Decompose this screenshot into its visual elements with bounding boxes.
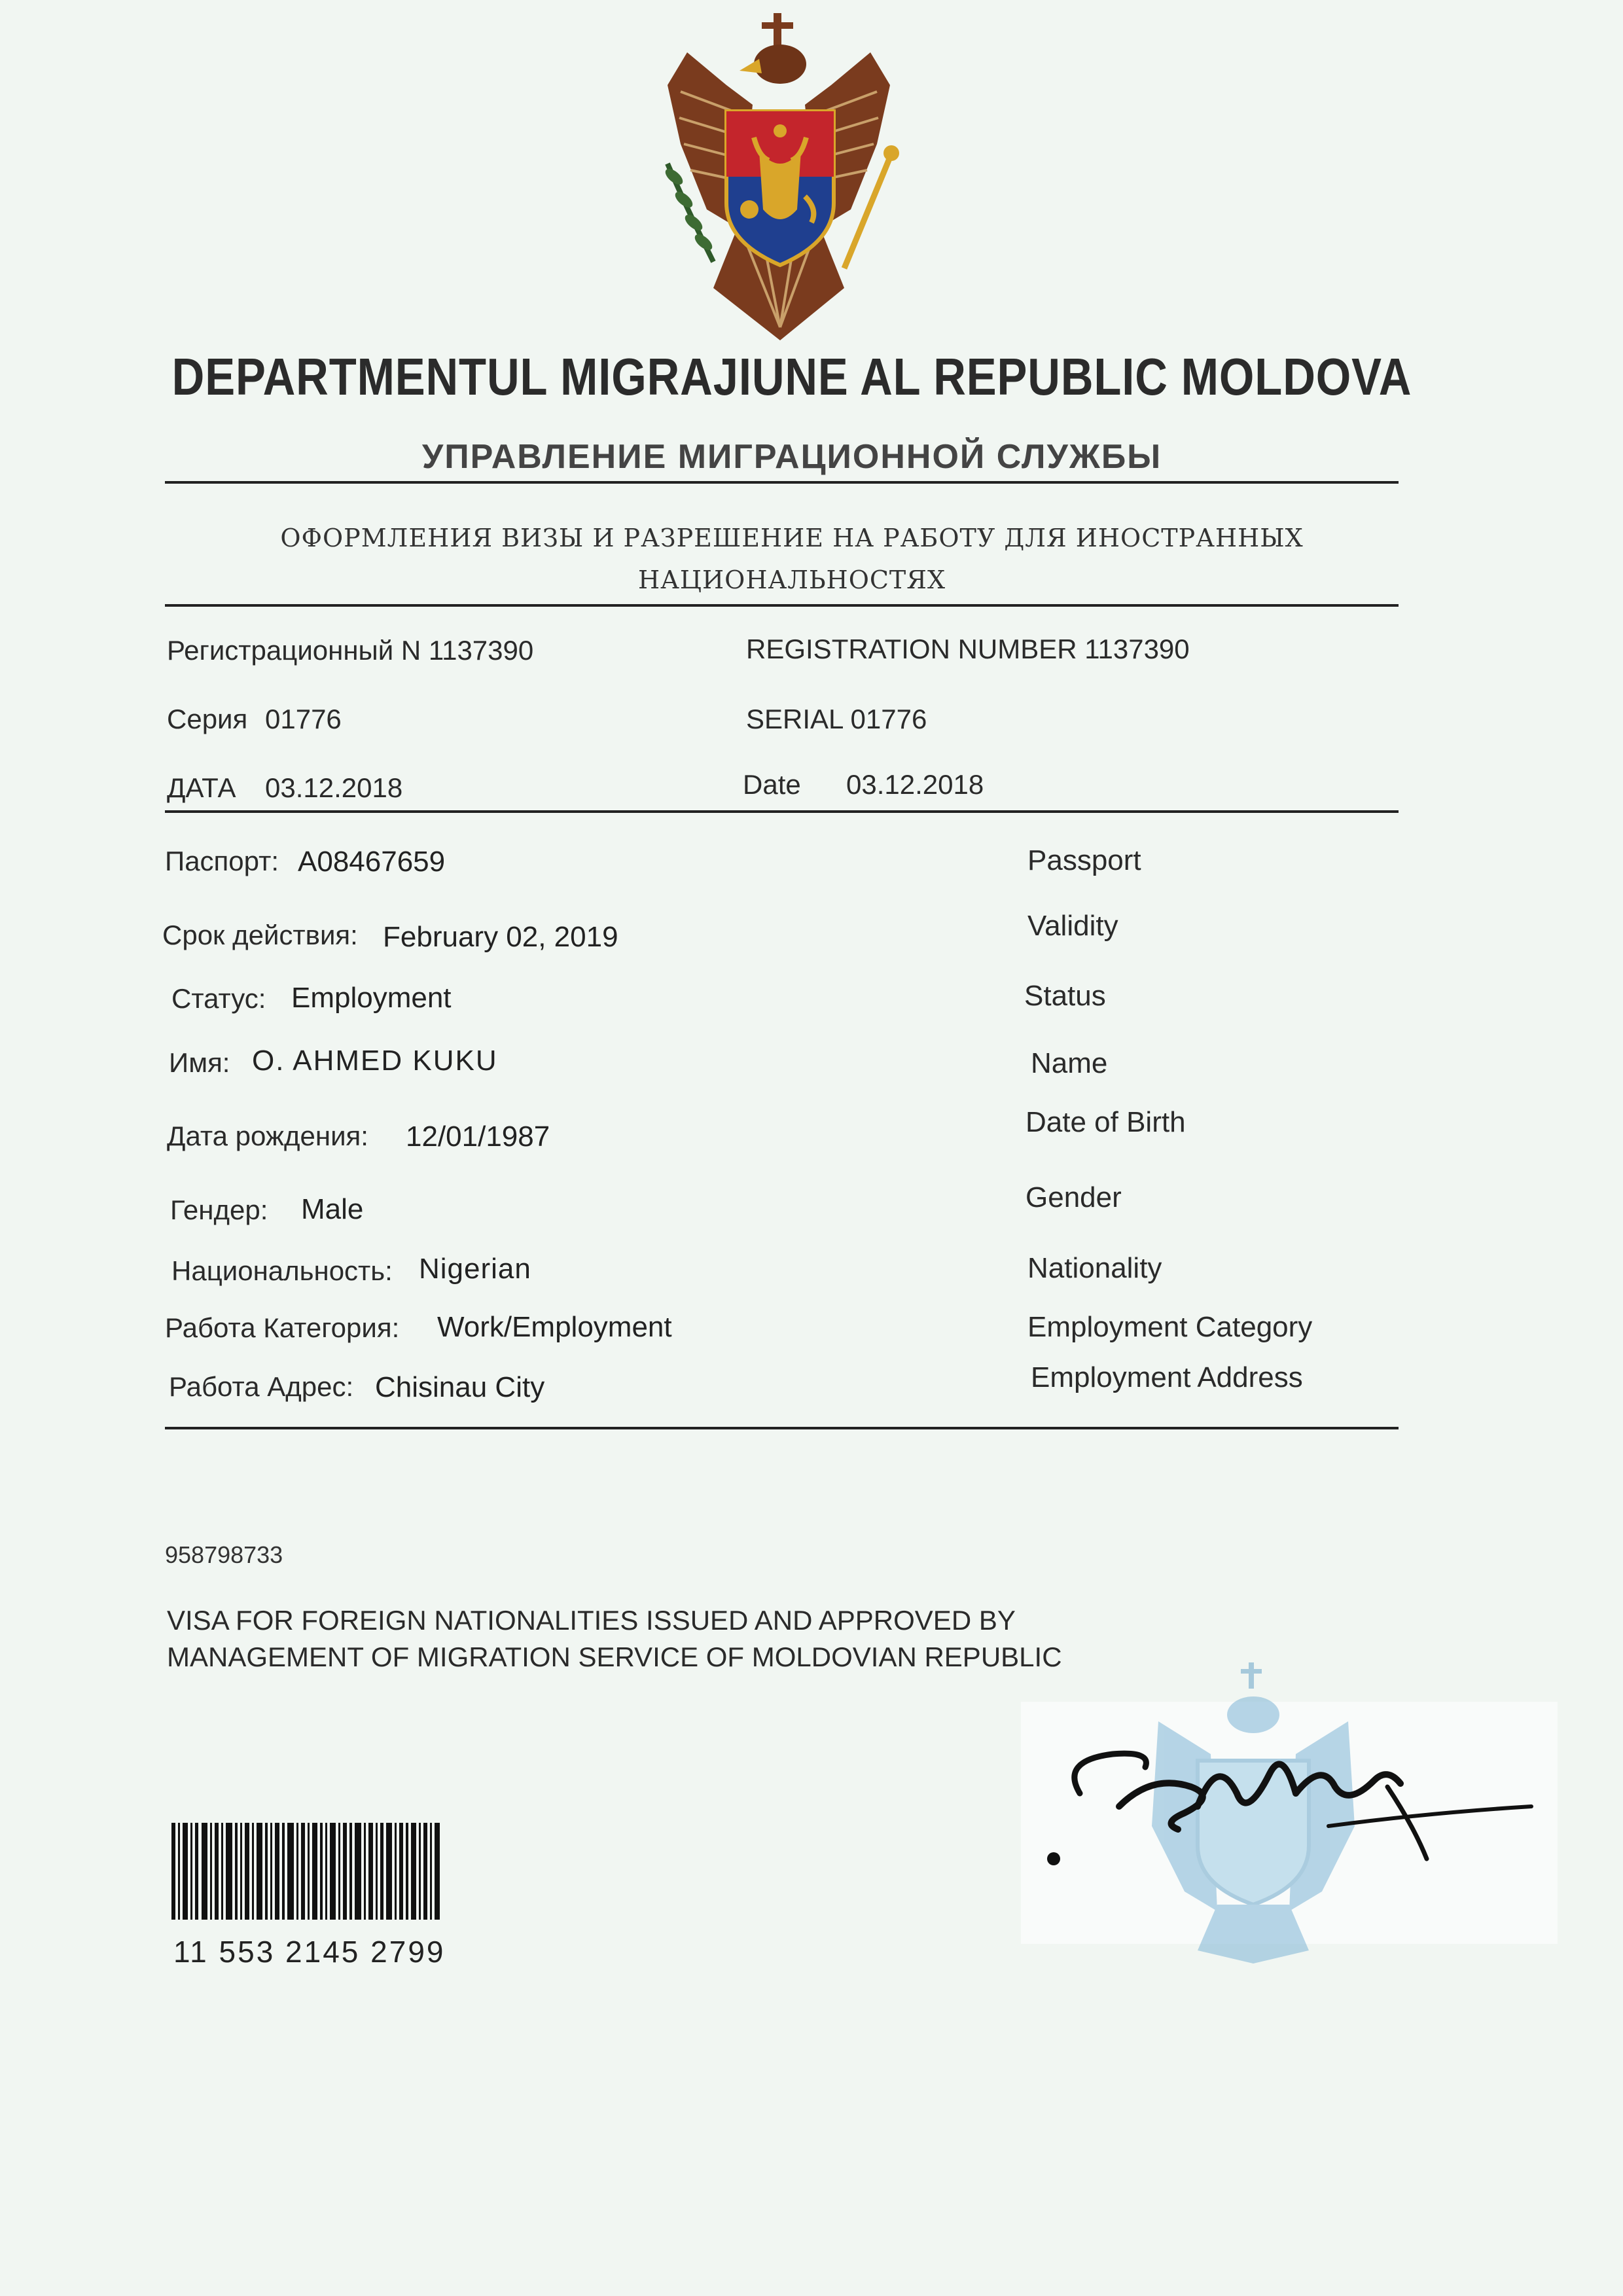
gender-value: Male [301, 1193, 364, 1225]
employment-category-value: Work/Employment [437, 1311, 672, 1343]
dob-value: 12/01/1987 [406, 1121, 550, 1153]
validity-label-ru: Срок действия: [162, 920, 358, 950]
gender-label-ru: Гендер: [170, 1194, 268, 1225]
serial-value-ru: 01776 [265, 704, 342, 734]
date-value-ru: 03.12.2018 [265, 772, 403, 803]
divider [165, 604, 1399, 607]
status-value: Employment [291, 982, 452, 1014]
registration-number-ru: Регистрационный N 1137390 [167, 635, 534, 666]
employment-address-label-ru: Работа Адрес: [169, 1371, 354, 1402]
divider [165, 481, 1399, 484]
serial-label-ru: Серия [167, 704, 248, 734]
passport-label-ru: Паспорт: [165, 846, 279, 876]
dob-label-ru: Дата рождения: [167, 1121, 368, 1151]
section-heading-line1: ОФОРМЛЕНИЯ ВИЗЫ И РАЗРЕШЕНИЕ НА РАБОТУ ДЛЯ ИНОСТРАННЫХ [280, 524, 1304, 552]
registration-number-en: REGISTRATION NUMBER 1137390 [746, 634, 1190, 664]
employment-category-label-ru: Работа Категория: [165, 1312, 400, 1343]
date-label-ru: ДАТА [167, 772, 236, 803]
serial-en: SERIAL 01776 [746, 704, 927, 734]
section-heading-line2: НАЦИОНАЛЬНОСТЯХ [637, 565, 946, 594]
validity-value: February 02, 2019 [383, 921, 618, 953]
department-title: DEPARTMENTUL MIGRAJIUNE AL REPUBLIC MOLDOVA [171, 348, 1412, 406]
divider [165, 1427, 1399, 1429]
nationality-label-en: Nationality [1027, 1252, 1162, 1284]
name-value: O. AHMED KUKU [252, 1045, 498, 1077]
gender-label-en: Gender [1026, 1181, 1122, 1213]
divider [165, 810, 1399, 813]
name-label-ru: Имя: [169, 1047, 230, 1078]
dob-label-en: Date of Birth [1026, 1106, 1186, 1138]
date-label-en: Date [743, 769, 801, 800]
employment-address-label-en: Employment Address [1031, 1361, 1303, 1393]
official-stamp-icon [1021, 1662, 1558, 1964]
passport-label-en: Passport [1027, 844, 1141, 876]
status-label-ru: Статус: [171, 983, 266, 1014]
nationality-value: Nigerian [419, 1253, 531, 1285]
visa-approval-note: VISA FOR FOREIGN NATIONALITIES ISSUED AND APPROVED BY MANAGEMENT OF MIGRATION SERVICE OF MOLDOVIAN REPUBLIC [167, 1605, 1062, 1672]
validity-label-en: Validity [1027, 910, 1118, 942]
passport-value: A08467659 [298, 846, 446, 878]
barcode-number: 11 553 2145 2799 [173, 1935, 446, 1969]
reference-number: 958798733 [165, 1541, 283, 1568]
name-label-en: Name [1031, 1047, 1108, 1079]
moldova-coat-of-arms-icon [628, 13, 929, 353]
employment-category-label-en: Employment Category [1027, 1311, 1313, 1343]
employment-address-value: Chisinau City [375, 1371, 545, 1403]
nationality-label-ru: Национальность: [171, 1255, 393, 1286]
barcode-icon [171, 1823, 440, 1920]
status-label-en: Status [1024, 980, 1106, 1012]
date-value-en: 03.12.2018 [846, 769, 984, 800]
service-subtitle: УПРАВЛЕНИЕ МИГРАЦИОННОЙ СЛУЖБЫ [421, 438, 1162, 476]
